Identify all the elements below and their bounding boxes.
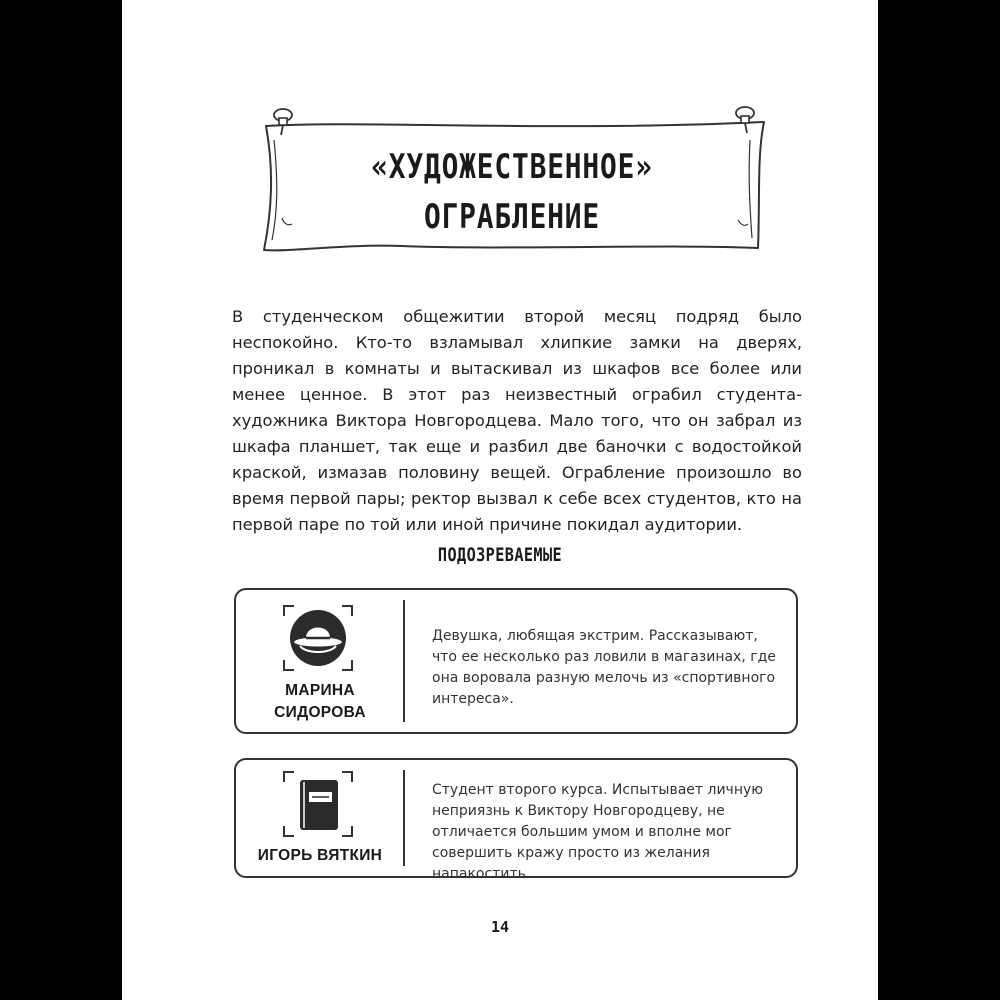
suspect-card — [234, 758, 798, 882]
title-line-1: «ХУДОЖЕСТВЕННОЕ» — [371, 147, 653, 187]
suspect-profile — [236, 590, 404, 732]
pushpin-icon — [268, 104, 298, 138]
title-line-2: ОГРАБЛЕНИЕ — [423, 197, 601, 237]
page-title — [299, 142, 725, 242]
suspect-avatar — [282, 768, 354, 840]
suspect-avatar — [282, 602, 354, 674]
pushpin-icon — [730, 102, 760, 136]
intro-paragraph: В студенческом общежитии второй месяц подряд было неспокойно. Кто-то взламывал хлипкие замки на дверях, проникал в комнаты и вытаскивал из шкафов все более или менее ценное. В этот раз неизвестный ограбил студента-художника Виктора Новгородцева. Мало того, что он забрал из шкафа планшет, так еще и разбил две баночки с водостойкой краской, измазав половину вещей. Ограбление произошло во время первой пары; ректор вызвал к себе всех студентов, кто на первой паре по той или иной причине покидал аудитории. — [232, 307, 802, 534]
card-divider — [403, 770, 405, 866]
card-divider — [403, 600, 405, 722]
suspect-description: Девушка, любящая экстрим. Рассказывают, что ее несколько раз ловили в магазинах, где она воровала разную мелочь из «спортивного интереса». — [432, 628, 776, 707]
suspect-card — [234, 588, 798, 734]
book-page — [122, 0, 878, 1000]
suspect-name — [236, 680, 404, 724]
suspects-heading: ПОДОЗРЕВАЕМЫЕ — [437, 544, 563, 566]
suspect-name: ИГОРЬ ВЯТКИН — [257, 847, 383, 864]
notebook-icon — [282, 768, 354, 840]
suspect-profile — [236, 760, 404, 876]
hat-icon — [282, 602, 354, 674]
suspect-last-name: СИДОРОВА — [274, 704, 366, 721]
title-banner — [252, 100, 772, 270]
page-number: 14 — [490, 918, 510, 936]
suspect-description: Студент второго курса. Испытывает личную неприязнь к Виктору Новгородцеву, не отличается большим умом и вполне мог совершить кражу просто из желания напакостить. — [432, 782, 764, 882]
suspect-first-name: МАРИНА — [285, 682, 355, 699]
